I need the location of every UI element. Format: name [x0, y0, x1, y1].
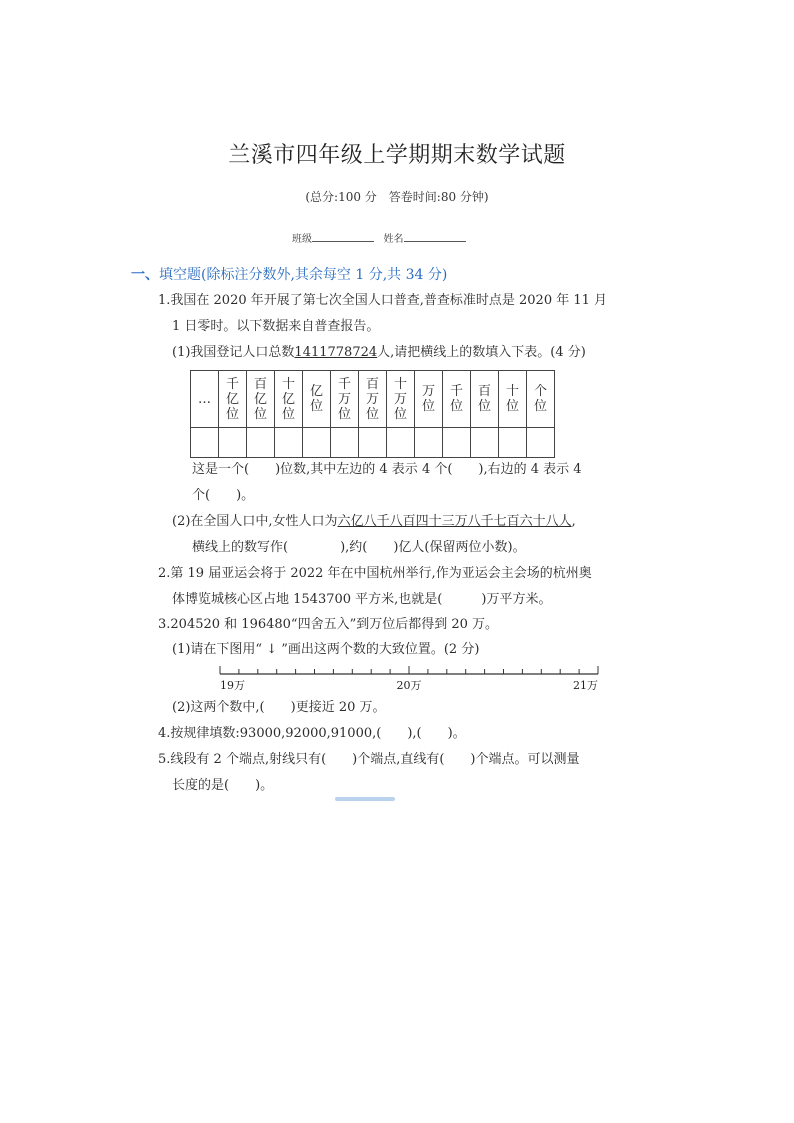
q1-part2 [172, 514, 576, 530]
place-value-table [190, 370, 555, 458]
axis-label-21: 21万 [573, 679, 598, 692]
student-info-fields [292, 230, 466, 245]
place-header: 千位 [443, 371, 471, 428]
place-header: 千亿位 [219, 371, 247, 428]
place-header: 百位 [471, 371, 499, 428]
q3-line1: 3.204520 和 196480“四舍五入”到万位后都得到 20 万。 [158, 617, 499, 632]
section-heading [131, 264, 447, 284]
answer-cell[interactable] [331, 428, 359, 458]
q1-part1 [172, 345, 586, 361]
axis-ticks [220, 666, 598, 674]
answer-cell[interactable] [415, 428, 443, 458]
name-field[interactable] [404, 231, 466, 242]
scan-smudge [335, 797, 395, 801]
answer-cell[interactable] [303, 428, 331, 458]
answer-cell[interactable] [275, 428, 303, 458]
q1-part1-prefix: (1)我国登记人口总数 [172, 345, 295, 360]
answer-cell[interactable] [191, 428, 219, 458]
name-label: 姓名 [383, 234, 404, 245]
answer-cell[interactable] [247, 428, 275, 458]
q5-line2: 长度的是( )。 [172, 778, 274, 793]
place-header: … [191, 371, 219, 428]
place-header: 十万位 [387, 371, 415, 428]
female-population-words: 六亿八千八百四十三万八千七百六十八人 [337, 514, 572, 529]
answer-cell[interactable] [443, 428, 471, 458]
answer-cell[interactable] [359, 428, 387, 458]
population-number: 1411778724 [294, 345, 378, 360]
q3-part1: (1)请在下图用“ ↓ ”画出这两个数的大致位置。(2 分) [172, 642, 480, 657]
q1-part1-suffix: 人,请把横线上的数填入下表。(4 分) [377, 345, 586, 360]
q1-line2: 1 日零时。以下数据来自普查报告。 [172, 319, 380, 334]
page-title: 兰溪市四年级上学期期末数学试题 [228, 143, 566, 168]
exam-info: (总分:100 分 答卷时间:80 分钟) [305, 190, 489, 204]
class-label: 班级 [292, 234, 312, 245]
q5-line1: 5.线段有 2 个端点,射线只有( )个端点,直线有( )个端点。可以测量 [158, 752, 580, 767]
place-header: 十亿位 [275, 371, 303, 428]
section-title: 填空题 [159, 267, 201, 283]
q2-line2: 体博览城核心区占地 1543700 平方米,也就是( )万平方米。 [172, 592, 552, 607]
class-field[interactable] [312, 231, 374, 242]
q1-line1: 1.我国在 2020 年开展了第七次全国人口普查,普查标准时点是 2020 年 11 月 [158, 293, 608, 308]
place-header: 十位 [499, 371, 527, 428]
axis-label-19: 19万 [220, 679, 245, 692]
q1-fill-line2: 个( )。 [192, 488, 255, 503]
place-header: 亿位 [303, 371, 331, 428]
answer-cell[interactable] [527, 428, 555, 458]
axis-label-20: 20万 [396, 679, 422, 692]
q2-line1: 2.第 19 届亚运会将于 2022 年在中国杭州举行,作为亚运会主会场的杭州奥 [158, 566, 592, 581]
place-header: 百万位 [359, 371, 387, 428]
answer-cell[interactable] [387, 428, 415, 458]
answer-cell[interactable] [219, 428, 247, 458]
place-header: 千万位 [331, 371, 359, 428]
q3-part2: (2)这两个数中,( )更接近 20 万。 [172, 700, 386, 715]
q4-line1: 4.按规律填数:93000,92000,91000,( ),( )。 [158, 726, 466, 741]
place-header: 万位 [415, 371, 443, 428]
answer-cell[interactable] [471, 428, 499, 458]
answer-cell[interactable] [499, 428, 527, 458]
q1-part2-suffix: , [571, 514, 576, 529]
section-note: (除标注分数外,其余每空 1 分,共 34 分) [201, 267, 448, 283]
q1-part2-prefix: (2)在全国人口中,女性人口为 [172, 514, 338, 529]
q1-part2-fill: 横线上的数写作( ),约( )亿人(保留两位小数)。 [192, 540, 526, 555]
section-number: 一、 [131, 267, 159, 283]
number-line[interactable] [212, 662, 612, 694]
place-header: 个位 [527, 371, 555, 428]
q1-fill-line1: 这是一个( )位数,其中左边的 4 表示 4 个( ),右边的 4 表示 4 [192, 462, 582, 477]
place-header: 百亿位 [247, 371, 275, 428]
